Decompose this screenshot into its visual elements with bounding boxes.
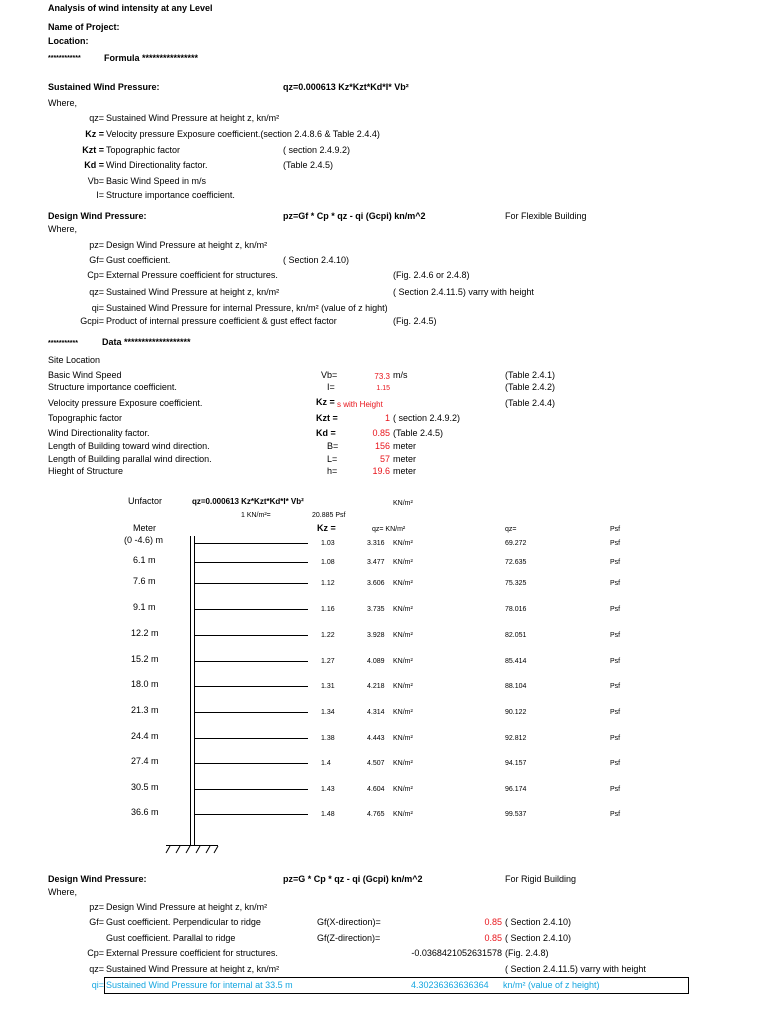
qz-psf-cell: 88.104 (505, 683, 527, 690)
qz-psf-cell: 85.414 (505, 658, 527, 665)
qz-psf-cell: 92.812 (505, 735, 527, 742)
def-reference: ( section 2.4.9.2) (283, 145, 351, 155)
qz-psf-cell: 82.051 (505, 632, 527, 639)
qz-psf-cell: 69.272 (505, 540, 527, 547)
def-text: Sustained Wind Pressure at height z, kn/m² (106, 113, 280, 123)
def-reference: ( Section 2.4.10) (505, 917, 572, 927)
def-text: Design Wind Pressure at height z, kn/m² (106, 902, 268, 912)
design-rigid-heading: Design Wind Pressure: (48, 874, 147, 884)
gust-z-value: 0.85 (484, 933, 502, 943)
kz-cell: 1.48 (321, 811, 335, 818)
qz-kn-unit: KN/m² (393, 811, 413, 818)
def-reference: (Table 2.4.5) (283, 160, 334, 170)
design-flexible-heading: Design Wind Pressure: (48, 211, 147, 221)
def-reference: (Fig. 2.4.8) (505, 948, 549, 958)
def-text: External Pressure coefficient for structures. (106, 270, 278, 280)
location-label: Location: (48, 36, 89, 46)
data-value: s with Height (337, 400, 383, 409)
floor-line (194, 738, 308, 739)
data-banner: Data ******************* (102, 337, 191, 347)
data-unit: (Table 2.4.5) (393, 428, 444, 438)
qz-kn-unit: KN/m² (393, 683, 413, 690)
data-value: 57 (379, 454, 390, 464)
floor-line (194, 609, 308, 610)
kz-cell: 1.16 (321, 606, 335, 613)
psf-unit: Psf (610, 580, 621, 587)
height-cell: 24.4 m (131, 731, 159, 741)
def-symbol: Gf= (89, 255, 104, 265)
qz-kn-unit: KN/m² (393, 709, 413, 716)
psf-unit: Psf (610, 683, 621, 690)
def-reference: ( Section 2.4.11.5) varry with height (505, 964, 646, 974)
height-cell: 6.1 m (133, 555, 156, 565)
design-rigid-where: Where, (48, 887, 78, 897)
table-formula: qz=0.000613 Kz*Kzt*Kd*I* Vb² (192, 497, 304, 506)
qz-kn-cell: 3.928 (367, 632, 385, 639)
data-label: Wind Directionality factor. (48, 428, 150, 438)
floor-line (194, 562, 308, 563)
unfactor-label: Unfactor (128, 496, 163, 506)
floor-line (194, 686, 308, 687)
floor-line (194, 583, 308, 584)
conversion-label: 1 KN/m²= (241, 512, 271, 519)
qz-psf-cell: 90.122 (505, 709, 527, 716)
psf-unit: Psf (610, 658, 621, 665)
floor-line (194, 814, 308, 815)
qz-psf-cell: 99.537 (505, 811, 527, 818)
qz-kn-unit: KN/m² (393, 632, 413, 639)
ground-hatch-icon (164, 845, 220, 855)
def-symbol: pz= (89, 240, 104, 250)
site-location-label: Site Location (48, 355, 101, 365)
data-unit: meter (393, 454, 417, 464)
def-text: Gust coefficient. Parallal to ridge (106, 933, 236, 943)
height-cell: 9.1 m (133, 602, 156, 612)
qz-kn-unit: KN/m² (393, 540, 413, 547)
floor-line (194, 661, 308, 662)
qz-kn-cell: 4.604 (367, 786, 385, 793)
def-symbol: Gcpi= (80, 316, 104, 326)
psf-unit: Psf (610, 811, 621, 818)
formula-banner: Formula **************** (104, 53, 199, 63)
data-label: Structure importance coefficient. (48, 382, 177, 392)
qz-kn-unit: KN/m² (393, 786, 413, 793)
data-label: Velocity pressure Exposure coefficient. (48, 398, 203, 408)
psf-unit: Psf (610, 606, 621, 613)
qz-psf-cell: 78.016 (505, 606, 527, 613)
data-label: Basic Wind Speed (48, 370, 122, 380)
floor-line (194, 763, 308, 764)
height-cell: 12.2 m (131, 628, 159, 638)
qz-kn-unit: KN/m² (393, 559, 413, 566)
qi-value: 4.30236363636364 (411, 980, 489, 990)
design-rigid-formula: pz=G * Cp * qz - qi (Gcpi) kn/m^2 (283, 874, 423, 884)
def-symbol: qz= (89, 287, 104, 297)
data-unit: meter (393, 441, 417, 451)
qz-kn-cell: 3.735 (367, 606, 385, 613)
kz-cell: 1.31 (321, 683, 335, 690)
def-text: Structure importance coefficient. (106, 190, 235, 200)
psf-unit: Psf (610, 786, 621, 793)
column-psf-header: Psf (610, 526, 621, 533)
data-value: 1 (384, 413, 390, 423)
table-formula-unit: KN/m² (393, 500, 413, 507)
psf-unit: Psf (610, 559, 621, 566)
qz-kn-cell: 4.443 (367, 735, 385, 742)
psf-unit: Psf (610, 735, 621, 742)
def-text: Gust coefficient. Perpendicular to ridge (106, 917, 261, 927)
data-value: 0.85 (372, 428, 390, 438)
document-title: Analysis of wind intensity at any Level (48, 3, 213, 13)
qz-kn-cell: 4.314 (367, 709, 385, 716)
height-cell: 36.6 m (131, 807, 159, 817)
column-qz-header: qz= (505, 526, 517, 533)
data-symbol: L= (327, 454, 338, 464)
def-symbol: qz= (89, 964, 104, 974)
def-symbol: Kz = (85, 129, 104, 139)
qz-kn-cell: 3.606 (367, 580, 385, 587)
height-cell: 30.5 m (131, 782, 159, 792)
height-cell: 21.3 m (131, 705, 159, 715)
design-rigid-note: For Rigid Building (505, 874, 577, 884)
data-value: 156 (374, 441, 390, 451)
data-label: Topographic factor (48, 413, 123, 423)
data-symbol: B= (327, 441, 339, 451)
psf-unit: Psf (610, 760, 621, 767)
def-text: Sustained Wind Pressure at height z, kn/m² (106, 964, 280, 974)
data-symbol: h= (327, 466, 338, 476)
qz-kn-unit: KN/m² (393, 760, 413, 767)
def-reference: kn/m² (value of z height) (503, 980, 600, 990)
design-flexible-note: For Flexible Building (505, 211, 587, 221)
def-text: Design Wind Pressure at height z, kn/m² (106, 240, 268, 250)
column-qz-kn-header: qz= KN/m² (372, 526, 406, 533)
sustained-heading: Sustained Wind Pressure: (48, 82, 160, 92)
data-symbol: Kzt = (316, 413, 338, 423)
data-symbol: I= (327, 382, 335, 392)
data-value: 73.3 (374, 372, 390, 381)
kz-cell: 1.08 (321, 559, 335, 566)
def-symbol: Vb= (87, 176, 104, 186)
def-text: Wind Directionality factor. (106, 160, 208, 170)
data-unit: m/s (393, 370, 408, 380)
qz-kn-cell: 3.477 (367, 559, 385, 566)
sustained-formula: qz=0.000613 Kz*Kzt*Kd*I* Vb² (283, 82, 409, 92)
def-symbol: I= (96, 190, 104, 200)
def-text: Sustained Wind Pressure for internal at 33.5 m (106, 980, 293, 990)
data-label: Length of Building toward wind direction. (48, 441, 210, 451)
kz-cell: 1.38 (321, 735, 335, 742)
building-column-line (190, 536, 191, 845)
floor-line (194, 789, 308, 790)
def-reference: ( Section 2.4.11.5) varry with height (393, 287, 534, 297)
qz-psf-cell: 72.635 (505, 559, 527, 566)
qz-kn-cell: 4.765 (367, 811, 385, 818)
def-text: External Pressure coefficient for structures. (106, 948, 278, 958)
psf-unit: Psf (610, 709, 621, 716)
def-text: Sustained Wind Pressure for internal Pressure, kn/m² (value of z hight) (106, 303, 388, 313)
def-reference: (Fig. 2.4.5) (393, 316, 437, 326)
floor-line (194, 635, 308, 636)
kz-cell: 1.03 (321, 540, 335, 547)
floor-line (194, 712, 308, 713)
psf-unit: Psf (610, 540, 621, 547)
project-name-label: Name of Project: (48, 22, 120, 32)
qz-kn-cell: 4.507 (367, 760, 385, 767)
sustained-where: Where, (48, 98, 78, 108)
kz-cell: 1.43 (321, 786, 335, 793)
height-cell: 7.6 m (133, 576, 156, 586)
floor-line (194, 543, 308, 544)
gust-x-label: Gf(X-direction)= (317, 917, 381, 927)
def-symbol: pz= (89, 902, 104, 912)
qz-psf-cell: 75.325 (505, 580, 527, 587)
data-unit: meter (393, 466, 417, 476)
def-symbol: Cp= (87, 270, 104, 280)
qz-kn-cell: 4.218 (367, 683, 385, 690)
def-text: Velocity pressure Exposure coefficient.(section 2.4.8.6 & Table 2.4.4) (106, 129, 380, 139)
psf-unit: Psf (610, 632, 621, 639)
qz-kn-unit: KN/m² (393, 735, 413, 742)
def-symbol: Gf= (89, 917, 104, 927)
qz-kn-unit: KN/m² (393, 580, 413, 587)
def-text: Sustained Wind Pressure at height z, kn/m² (106, 287, 280, 297)
column-kz-header: Kz = (317, 523, 336, 533)
data-label: Length of Building parallal wind direction. (48, 454, 212, 464)
def-symbol: Kd = (84, 160, 104, 170)
def-reference: ( Section 2.4.10) (283, 255, 350, 265)
kz-cell: 1.27 (321, 658, 335, 665)
def-text: Gust coefficient. (106, 255, 171, 265)
def-text: Basic Wind Speed in m/s (106, 176, 207, 186)
def-symbol: qi= (91, 980, 104, 990)
data-value: 1.15 (376, 385, 390, 392)
data-symbol: Kz = (316, 397, 335, 407)
cp-value: -0.0368421052631578 (411, 948, 502, 958)
gust-z-label: Gf(Z-direction)= (317, 933, 381, 943)
data-label: Hieght of Structure (48, 466, 124, 476)
def-symbol: Cp= (87, 948, 104, 958)
height-cell: (0 -4.6) m (124, 535, 164, 545)
design-flexible-formula: pz=Gf * Cp * qz - qi (Gcpi) kn/m^2 (283, 211, 426, 221)
data-value: 19.6 (372, 466, 390, 476)
formula-banner-stars: ************ (48, 55, 81, 62)
kz-cell: 1.4 (321, 760, 331, 767)
def-reference: (Fig. 2.4.6 or 2.4.8) (393, 270, 470, 280)
qz-psf-cell: 94.157 (505, 760, 527, 767)
qz-kn-unit: KN/m² (393, 606, 413, 613)
kz-cell: 1.22 (321, 632, 335, 639)
qz-kn-unit: KN/m² (393, 658, 413, 665)
data-symbol: Kd = (316, 428, 336, 438)
data-reference: (Table 2.4.4) (505, 398, 556, 408)
conversion-value: 20.885 Psf (312, 512, 346, 519)
def-text: Topographic factor (106, 145, 181, 155)
height-cell: 27.4 m (131, 756, 159, 766)
data-reference: (Table 2.4.1) (505, 370, 556, 380)
def-reference: ( Section 2.4.10) (505, 933, 572, 943)
column-meter-header: Meter (133, 523, 157, 533)
height-cell: 18.0 m (131, 679, 159, 689)
qz-psf-cell: 96.174 (505, 786, 527, 793)
kz-cell: 1.12 (321, 580, 335, 587)
design-flexible-where: Where, (48, 224, 78, 234)
height-cell: 15.2 m (131, 654, 159, 664)
def-text: Product of internal pressure coefficient & gust effect factor (106, 316, 337, 326)
gust-x-value: 0.85 (484, 917, 502, 927)
qz-kn-cell: 3.316 (367, 540, 385, 547)
qz-kn-cell: 4.089 (367, 658, 385, 665)
def-symbol: qz= (89, 113, 104, 123)
data-banner-stars: *********** (48, 340, 78, 347)
def-symbol: qi= (91, 303, 104, 313)
kz-cell: 1.34 (321, 709, 335, 716)
data-reference: (Table 2.4.2) (505, 382, 556, 392)
def-symbol: Kzt = (82, 145, 104, 155)
data-symbol: Vb= (321, 370, 338, 380)
data-unit: ( section 2.4.9.2) (393, 413, 461, 423)
